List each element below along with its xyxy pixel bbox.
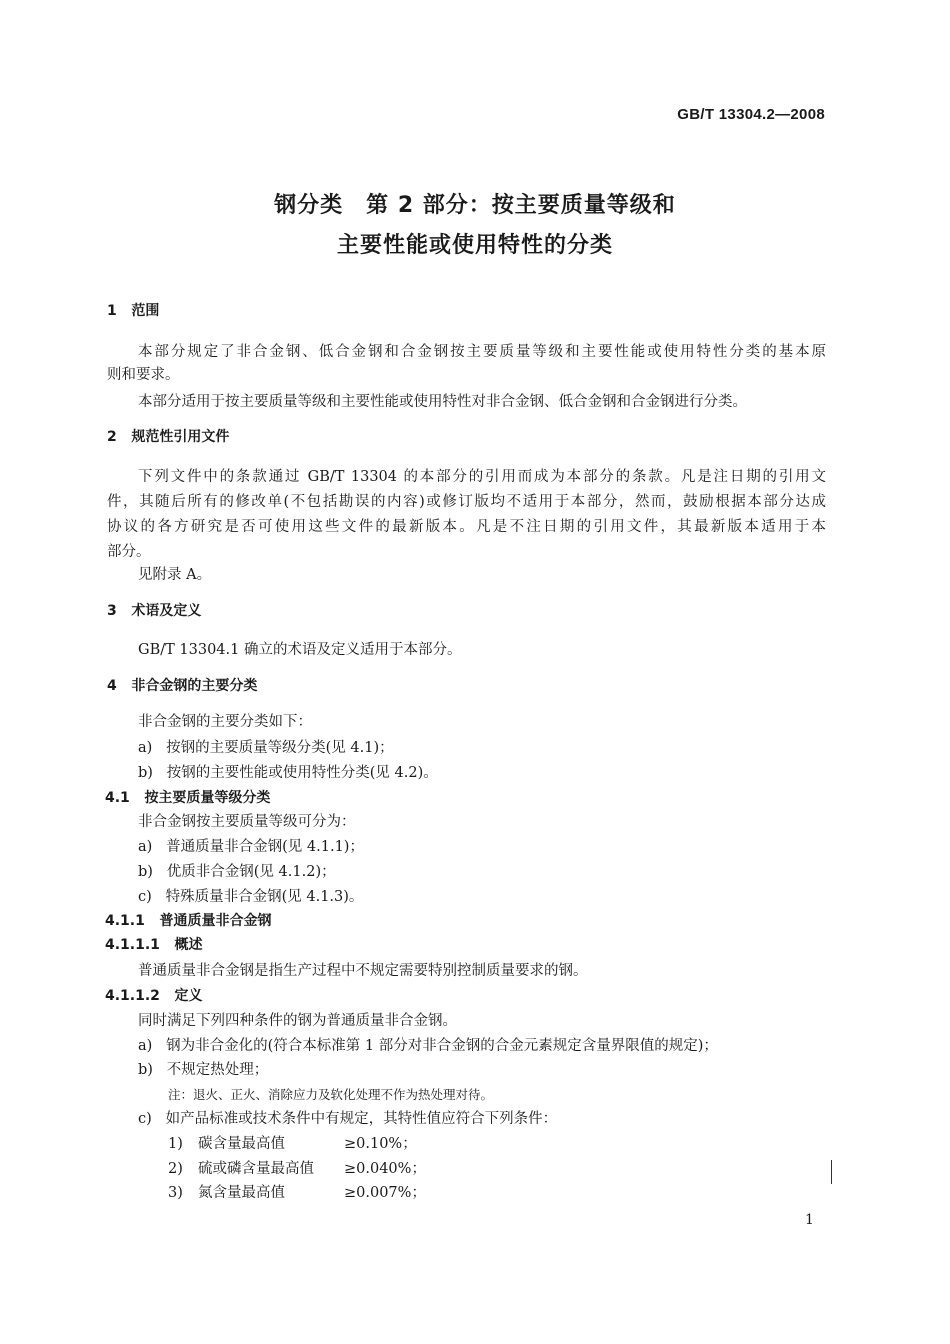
section-4-1-1-1-heading xyxy=(105,936,203,954)
section-1-heading xyxy=(107,302,159,320)
list-marker: 3) xyxy=(168,1185,183,1201)
list-text: 如产品标准或技术条件中有规定，其特性值应符合下列条件： xyxy=(165,1111,558,1127)
condition-item xyxy=(168,1184,426,1202)
condition-value: ≥0.040%； xyxy=(344,1161,426,1177)
list-marker: b) xyxy=(138,1062,153,1078)
list-marker: c) xyxy=(138,889,152,905)
section-title: 普通质量非合金钢 xyxy=(159,913,272,929)
document-title-line-1: 钢分类 第 2 部分：按主要质量等级和 xyxy=(274,193,676,218)
list-item xyxy=(138,1061,268,1079)
section-title: 术语及定义 xyxy=(131,603,202,619)
section-title: 定义 xyxy=(174,988,203,1004)
list-text: 按钢的主要质量等级分类(见 4.1)； xyxy=(166,740,394,756)
list-text: 优质非合金钢(见 4.1.2)； xyxy=(166,864,336,880)
list-marker: 1) xyxy=(168,1136,183,1152)
page-number: 1 xyxy=(805,1212,814,1228)
list-text: 特殊质量非合金钢(见 4.1.3)。 xyxy=(165,889,364,905)
section-number: 2 xyxy=(107,429,117,445)
paragraph: 部分。 xyxy=(107,544,151,560)
paragraph: 下列文件中的条款通过 GB/T 13304 的本部分的引用而成为本部分的条款。凡是注日期的引用文 xyxy=(138,469,826,485)
section-2-heading xyxy=(107,428,229,446)
paragraph: 非合金钢按主要质量等级可分为： xyxy=(138,814,356,830)
paragraph: GB/T 13304.1 确立的术语及定义适用于本部分。 xyxy=(138,642,462,658)
paragraph: 协议的各方研究是否可使用这些文件的最新版本。凡是不注日期的引用文件，其最新版本适用于本 xyxy=(107,519,826,535)
paragraph: 本部分适用于按主要质量等级和主要性能或使用特性对非合金钢、低合金钢和合金钢进行分类。 xyxy=(138,394,747,410)
section-title: 按主要质量等级分类 xyxy=(144,790,271,806)
section-4-1-heading xyxy=(105,789,270,807)
list-text: 钢为非合金化的(符合本标准第 1 部分对非合金钢的合金元素规定含量界限值的规定)； xyxy=(166,1038,718,1054)
list-item xyxy=(138,863,336,881)
list-text: 按钢的主要性能或使用特性分类(见 4.2)。 xyxy=(166,765,438,781)
list-item xyxy=(138,1110,557,1128)
paragraph: 非合金钢的主要分类如下： xyxy=(138,714,312,730)
section-number: 4 xyxy=(107,678,117,694)
section-number: 4.1.1 xyxy=(105,913,145,929)
condition-label: 氮含量最高值 xyxy=(198,1185,285,1201)
condition-value: ≥0.10%； xyxy=(344,1136,417,1152)
condition-label: 硫或磷含量最高值 xyxy=(198,1161,314,1177)
condition-label: 碳含量最高值 xyxy=(198,1136,285,1152)
paragraph: 同时满足下列四种条件的钢为普通质量非合金钢。 xyxy=(138,1013,457,1029)
note: 注：退火、正火、消除应力及软化处理不作为热处理对待。 xyxy=(168,1087,494,1102)
list-marker: a) xyxy=(138,839,153,855)
section-4-1-1-heading xyxy=(105,912,272,930)
list-item xyxy=(138,764,438,782)
revision-bar xyxy=(831,1160,832,1184)
paragraph: 普通质量非合金钢是指生产过程中不规定需要特别控制质量要求的钢。 xyxy=(138,963,588,979)
section-title: 非合金钢的主要分类 xyxy=(131,678,258,694)
list-text: 不规定热处理； xyxy=(166,1062,269,1078)
standard-code: GB/T 13304.2—2008 xyxy=(677,106,825,123)
section-4-heading xyxy=(107,677,257,695)
paragraph: 见附录 A。 xyxy=(138,567,212,583)
list-item xyxy=(138,1037,718,1055)
document-title-line-2: 主要性能或使用特性的分类 xyxy=(336,233,613,258)
list-item xyxy=(138,888,363,906)
list-marker: c) xyxy=(138,1111,152,1127)
condition-item xyxy=(168,1135,417,1153)
list-item xyxy=(138,739,394,757)
section-title: 规范性引用文件 xyxy=(131,429,230,445)
list-marker: b) xyxy=(138,765,153,781)
paragraph: 则和要求。 xyxy=(107,367,180,383)
list-marker: a) xyxy=(138,740,153,756)
condition-value: ≥0.007%； xyxy=(344,1185,426,1201)
paragraph: 本部分规定了非合金钢、低合金钢和合金钢按主要质量等级和主要性能或使用特性分类的基本原 xyxy=(138,344,826,360)
section-title: 范围 xyxy=(131,303,160,319)
list-marker: a) xyxy=(138,1038,153,1054)
section-number: 3 xyxy=(107,603,117,619)
condition-item xyxy=(168,1160,426,1178)
list-marker: b) xyxy=(138,864,153,880)
list-marker: 2) xyxy=(168,1161,183,1177)
section-title: 概述 xyxy=(174,937,203,953)
section-number: 4.1 xyxy=(105,790,130,806)
section-number: 4.1.1.1 xyxy=(105,937,160,953)
paragraph: 件，其随后所有的修改单(不包括勘误的内容)或修订版均不适用于本部分，然而，鼓励根据本部分达成 xyxy=(107,494,826,510)
section-3-heading xyxy=(107,602,201,620)
section-number: 4.1.1.2 xyxy=(105,988,160,1004)
list-text: 普通质量非合金钢(见 4.1.1)； xyxy=(166,839,364,855)
section-number: 1 xyxy=(107,303,117,319)
section-4-1-1-2-heading xyxy=(105,987,203,1005)
list-item xyxy=(138,838,364,856)
